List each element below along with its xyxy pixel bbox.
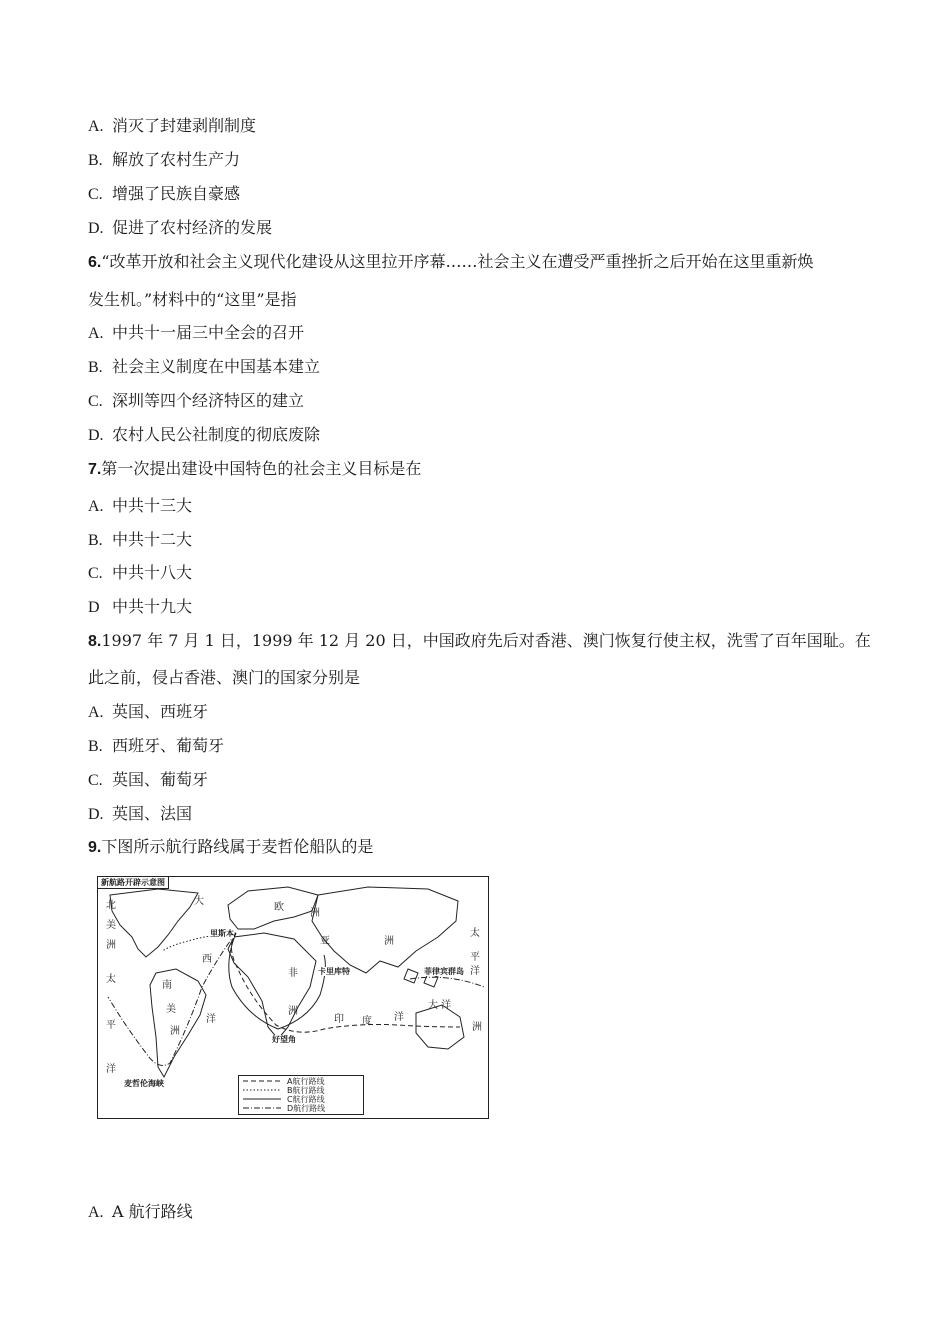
q9-option-a [88, 1202, 193, 1223]
route-d-path [108, 933, 236, 1065]
q5-option-d [88, 218, 272, 239]
legend-item-b: B航行路线 [287, 1086, 325, 1095]
legend-swatches [241, 1076, 287, 1114]
q5-option-a [88, 116, 256, 137]
option-letter: B. [88, 532, 103, 549]
legend-item-c: C航行路线 [287, 1095, 325, 1104]
q8-option-a [88, 702, 208, 723]
option-letter: A. [88, 704, 104, 721]
option-text: 社会主义制度在中国基本建立 [112, 357, 321, 376]
q7-option-a [88, 496, 192, 517]
europe-outline [228, 887, 318, 929]
q8-stem-line1 [88, 631, 871, 652]
option-letter: D [88, 599, 100, 616]
map-label: 太 [106, 974, 116, 985]
option-letter: C. [88, 186, 103, 203]
north-america-outline [110, 889, 198, 957]
question-number: 7. [88, 461, 102, 478]
option-letter: C. [88, 565, 103, 582]
map-label: 洲 [106, 940, 116, 951]
option-text: 解放了农村生产力 [112, 150, 241, 169]
map-legend [238, 1075, 364, 1115]
q6-option-d [88, 425, 320, 446]
option-letter: B. [88, 152, 103, 169]
q6-stem-line1 [88, 252, 814, 273]
place-label: 麦哲伦海峡 [124, 1079, 164, 1088]
map-label: 大 洋 [428, 1000, 452, 1011]
q6-stem-line2: 发生机。”材料中的“这里”是指 [88, 290, 297, 309]
option-text: 中共十九大 [112, 597, 193, 616]
q8-option-d [88, 804, 192, 825]
q7-stem [88, 459, 421, 480]
map-label: 非 [288, 968, 298, 979]
option-letter: D. [88, 806, 104, 823]
option-text: A 航行路线 [112, 1202, 193, 1221]
q6-option-a [88, 323, 304, 344]
option-text: 消灭了封建剥削制度 [112, 116, 257, 135]
map-label: 南 [162, 980, 172, 991]
question-text: “改革开放和社会主义现代化建设从这里拉开序幕……社会主义在遭受严重挫折之后开始在这里重新焕 [101, 252, 814, 271]
q7-option-c [88, 563, 192, 584]
question-number: 8. [88, 633, 102, 650]
option-letter: A. [88, 325, 104, 342]
legend-item-d: D航行路线 [287, 1104, 326, 1113]
option-letter: A. [88, 1204, 104, 1221]
q5-option-c [88, 184, 240, 205]
place-label: 好望角 [272, 1035, 296, 1044]
place-label: 菲律宾群岛 [424, 967, 464, 976]
map-label: 印 [334, 1014, 344, 1025]
map-label: 洲 [170, 1026, 180, 1037]
map-label: 度 [362, 1016, 372, 1027]
map-label: 西 [202, 954, 212, 965]
option-text: 英国、葡萄牙 [112, 770, 209, 789]
q7-option-d [88, 597, 192, 618]
island-outline [404, 969, 418, 983]
option-text: 中共十二大 [112, 530, 193, 549]
asia-outline [312, 887, 458, 973]
option-text: 英国、西班牙 [112, 702, 209, 721]
q5-option-b [88, 150, 240, 171]
q8-option-c [88, 770, 208, 791]
option-letter: C. [88, 772, 103, 789]
q7-option-b [88, 530, 192, 551]
map-label: 洲 [384, 936, 394, 947]
option-letter: B. [88, 359, 103, 376]
map-label: 平 [470, 952, 480, 963]
q9-stem [88, 837, 373, 858]
option-letter: C. [88, 393, 103, 410]
map-label: 洋 [206, 1014, 216, 1025]
q8-stem-line2: 此之前，侵占香港、澳门的国家分别是 [88, 668, 361, 687]
map-label: 洋 [394, 1012, 404, 1023]
map-label: 亚 [320, 936, 330, 947]
question-number: 6. [88, 254, 102, 271]
option-text: 增强了民族自豪感 [112, 184, 241, 203]
option-text: 中共十一届三中全会的召开 [112, 323, 305, 342]
option-text: 深圳等四个经济特区的建立 [112, 391, 305, 410]
map-label: 欧 [274, 902, 284, 913]
africa-outline [228, 933, 316, 1039]
question-text: 1997 年 7 月 1 日，1999 年 12 月 20 日，中国政府先后对香港、澳门恢复行使主权，洗雪了百年国耻。在 [101, 631, 871, 650]
map-label: 洲 [288, 1006, 298, 1017]
new-routes-map [97, 876, 489, 1119]
map-label: 太 [470, 928, 480, 939]
place-label: 卡里库特 [318, 967, 350, 976]
option-text: 中共十八大 [112, 563, 193, 582]
route-d-pacific-path [410, 977, 484, 987]
map-label: 平 [106, 1020, 116, 1031]
south-america-outline [150, 969, 206, 1077]
place-label: 里斯本 [210, 929, 234, 938]
map-label: 洲 [472, 1022, 482, 1033]
map-label: 大 [194, 896, 204, 907]
option-letter: B. [88, 738, 103, 755]
map-label: 美 [166, 1004, 176, 1015]
option-text: 西班牙、葡萄牙 [112, 736, 225, 755]
q8-option-b [88, 736, 224, 757]
map-label: 洲 [310, 908, 320, 919]
question-text: 第一次提出建设中国特色的社会主义目标是在 [101, 459, 422, 478]
question-number: 9. [88, 839, 102, 856]
map-label: 美 [106, 920, 116, 931]
map-label: 北 [106, 900, 116, 911]
option-letter: D. [88, 220, 104, 237]
option-text: 促进了农村经济的发展 [112, 218, 273, 237]
option-letter: A. [88, 118, 104, 135]
option-text: 农村人民公社制度的彻底废除 [112, 425, 321, 444]
q6-option-b [88, 357, 320, 378]
option-text: 中共十三大 [112, 496, 193, 515]
option-text: 英国、法国 [112, 804, 193, 823]
map-label: 洋 [470, 966, 480, 977]
option-letter: D. [88, 427, 104, 444]
question-text: 下图所示航行路线属于麦哲伦船队的是 [101, 837, 374, 856]
q6-option-c [88, 391, 304, 412]
map-label: 洋 [106, 1064, 116, 1075]
option-letter: A. [88, 498, 104, 515]
legend-item-a: A航行路线 [287, 1077, 325, 1086]
map-title: 新航路开辟示意图 [98, 877, 169, 889]
